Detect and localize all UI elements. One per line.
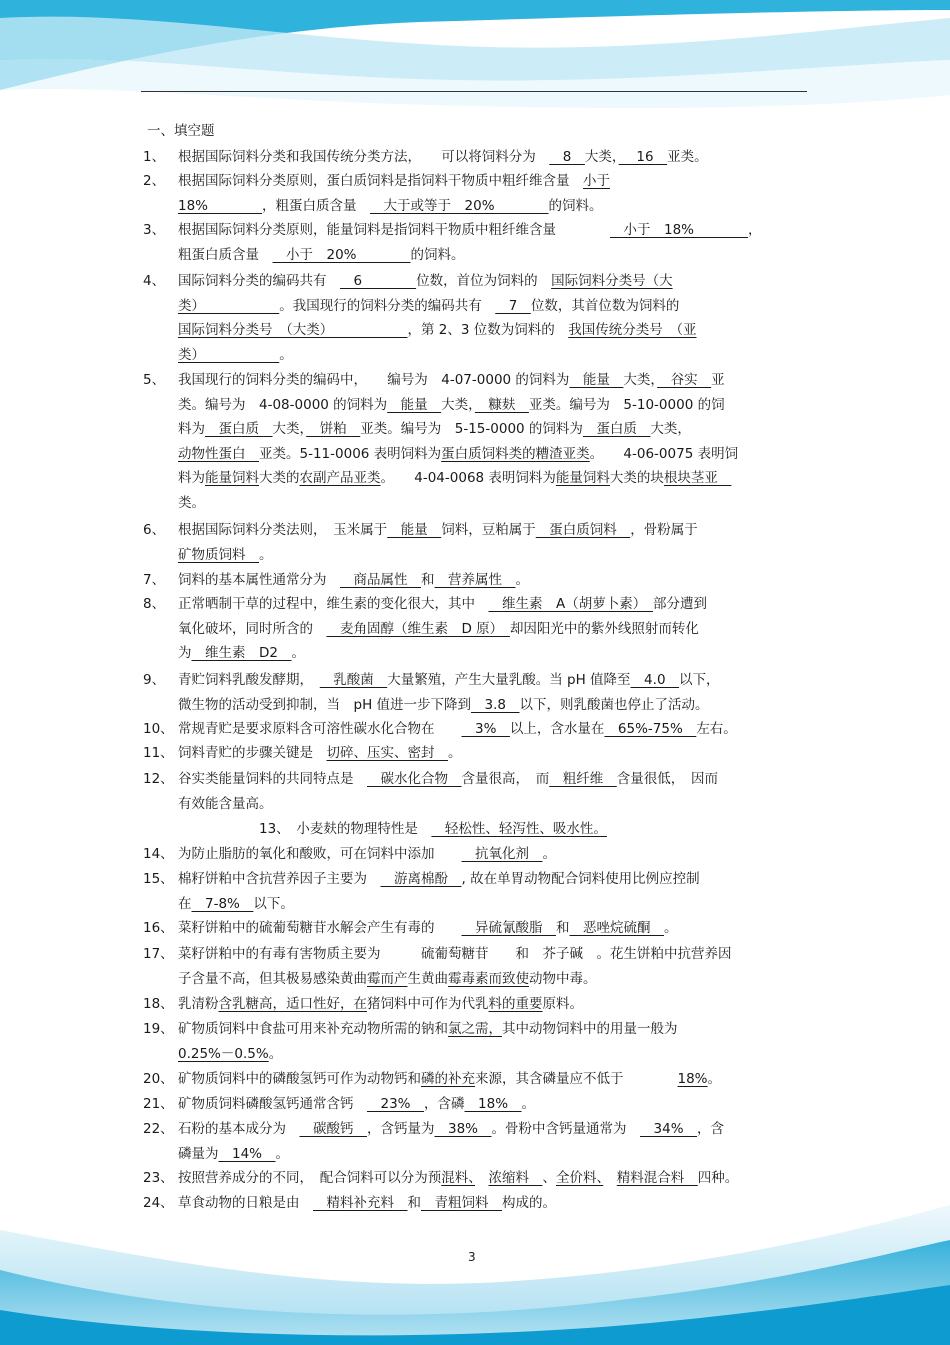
question-text: 国际饲料分类的编码共有	[178, 273, 340, 289]
question-text: 猪饲料中可作为代乳	[367, 996, 489, 1012]
question-text: 。	[275, 1145, 290, 1162]
question-text: 来源，其含磷量应不低于	[475, 1071, 678, 1087]
answer-blank: 料的重要	[488, 996, 543, 1012]
question-text: 大类，	[441, 396, 475, 413]
question-text: 为防止脂肪的氧化和酸败，可在饲料中添加	[178, 846, 462, 862]
answer-blank: 商品属性	[340, 572, 421, 588]
question-line	[178, 717, 808, 742]
question-text: 大类的块	[609, 470, 664, 487]
question-line	[178, 617, 808, 642]
question-line	[178, 1166, 808, 1191]
question-text: 、	[542, 1170, 556, 1186]
question-text: 根据国际饲料分类原则，能量饲料是指饲料干物质中粗纤维含量	[178, 222, 610, 238]
answer-blank: 能量	[387, 522, 442, 538]
question-text: 。	[521, 1096, 536, 1112]
question-number: 12、	[143, 771, 174, 787]
question-number: 23、	[143, 1170, 174, 1186]
answer-blank: 混料、	[441, 1170, 475, 1186]
question-line	[178, 442, 808, 467]
answer-blank: 霉而产	[367, 970, 408, 987]
question-text: 青贮饲料乳酸发酵期，	[178, 672, 320, 688]
question-line	[178, 1017, 808, 1042]
answer-blank: 游离棉酚	[380, 871, 462, 887]
answer-blank: 青粗饲料	[421, 1195, 502, 1211]
question-text: 根据国际饲料分类法则， 玉米属于	[178, 522, 388, 538]
question-text: 矿物质饲料中食盐可用来补充动物所需的钠和	[178, 1021, 448, 1037]
question-text: , 故在单胃动物配合饲料使用比例应控制	[461, 871, 700, 887]
question-text: 和	[407, 1195, 421, 1211]
question-text: 粗蛋白质含量	[178, 246, 273, 263]
answer-blank: 磷的补充	[421, 1071, 475, 1087]
answer-blank: 8	[549, 149, 585, 165]
question-text: ，骨粉属于	[630, 522, 698, 538]
question-text: 。	[259, 546, 273, 563]
question-line	[178, 842, 808, 867]
answer-blank: 能量	[569, 372, 624, 388]
question-text: 。 4-06-0075 表明饲	[589, 445, 739, 462]
question-line	[178, 491, 808, 516]
answer-blank: 维生素 A（胡萝卜素）	[488, 596, 653, 612]
answer-blank: 0.25%－0.5%	[178, 1045, 269, 1062]
question-text: 13、 小麦麸的物理特性是	[178, 821, 432, 837]
question-text: 饲料，豆粕属于	[441, 522, 536, 538]
question-text: 为	[178, 645, 192, 662]
question-text: 亚类。编号为 5-15-0000 的饲料为	[360, 421, 583, 438]
question-number: 21、	[143, 1096, 174, 1112]
answer-blank: 麦角固醇（维生素 D 原）	[326, 620, 510, 637]
answer-blank: 能量饲料	[205, 470, 259, 487]
question-text: 却因阳光中的紫外线照射而转化	[509, 620, 699, 637]
answer-blank: 精料补充料	[313, 1195, 408, 1211]
question-number: 8、	[143, 596, 166, 612]
question-text: 谷实类能量饲料的共同特点是	[178, 771, 367, 787]
answer-blank: 小于 20%	[272, 246, 411, 263]
question-line	[178, 368, 808, 393]
answer-blank: 碳水化合物	[367, 771, 462, 787]
question-line	[178, 343, 808, 368]
question-number: 17、	[143, 946, 174, 962]
question-line	[178, 967, 808, 992]
question-text: 的饲料。	[548, 197, 603, 214]
question-line	[178, 741, 808, 766]
question-text: 。	[542, 846, 556, 862]
answer-blank: 能量饲料	[555, 470, 610, 487]
answer-blank: 6	[340, 273, 417, 289]
question-text: 的饲料。	[410, 246, 465, 263]
answer-blank: 蛋白质饲料	[535, 522, 631, 538]
question-line	[178, 243, 808, 268]
question-text: 大类，	[623, 372, 658, 388]
question-text: 以下，则乳酸菌也停止了活动。	[519, 696, 709, 713]
question-text: 类。编号为 4-08-0000 的饲料为	[178, 396, 388, 413]
answer-blank: 4.0	[630, 672, 680, 688]
question-number: 2、	[143, 173, 166, 189]
question-text: ，第 2、3 位数为饲料的	[407, 322, 569, 339]
question-text: 含量很低， 因而	[616, 771, 718, 787]
answer-blank: 小于 18%	[610, 222, 749, 238]
answer-blank: 18%	[464, 1096, 522, 1112]
answer-blank: 7-8%	[191, 895, 254, 912]
question-text	[603, 1170, 617, 1186]
answer-blank: 16	[618, 149, 668, 165]
question-text: 根据国际饲料分类和我国传统分类方法， 可以将饲料分为	[178, 149, 550, 165]
question-line	[178, 817, 808, 842]
header-rule	[141, 91, 807, 92]
question-text: 四种。	[697, 1170, 739, 1186]
question-line	[178, 1092, 808, 1117]
question-text: 亚	[711, 372, 725, 388]
answer-blank: 能量	[387, 396, 442, 413]
answer-blank: 蛋白质	[205, 421, 273, 438]
answer-blank: 23%	[367, 1096, 425, 1112]
question-text: 石粉的基本成分为	[178, 1121, 300, 1137]
question-line	[178, 767, 808, 792]
question-line	[178, 942, 808, 967]
question-text: 。	[291, 645, 305, 662]
question-text: 和	[421, 572, 435, 588]
answer-blank: 切碎、压实、密封	[326, 745, 448, 761]
question-text: 含量很高， 而	[461, 771, 550, 787]
answer-blank: 小于	[583, 173, 610, 189]
question-text	[475, 1170, 489, 1186]
question-number: 20、	[143, 1071, 174, 1087]
question-text: 菜籽饼粕中的硫葡萄糖苷水解会产生有毒的	[178, 920, 462, 936]
question-text: ，	[748, 222, 762, 238]
answer-blank: 浓缩料	[488, 1170, 543, 1186]
question-number: 24、	[143, 1195, 174, 1211]
question-text: 。	[279, 346, 293, 363]
question-text: 。骨粉中含钙量通常为	[491, 1121, 641, 1137]
question-number: 4、	[143, 273, 166, 289]
question-line	[178, 218, 808, 243]
question-text: 微生物的活动受到抑制，当 pH 值进一步下降到	[178, 696, 472, 713]
answer-blank: 饼粕	[306, 421, 361, 438]
question-text: 子含量不高，但其极易感染黄曲	[178, 970, 367, 987]
question-number: 22、	[143, 1121, 174, 1137]
question-line	[178, 518, 808, 543]
question-number: 14、	[143, 846, 174, 862]
question-line	[178, 568, 808, 593]
question-text: 部分遭到	[653, 596, 707, 612]
question-line	[178, 169, 808, 194]
question-text: 氧化破坏，同时所含的	[178, 620, 327, 637]
question-number: 16、	[143, 920, 174, 936]
answer-blank: 根块茎亚	[663, 470, 732, 487]
answer-blank: 18%	[677, 1071, 708, 1087]
question-text: 。	[268, 1045, 283, 1062]
answer-blank: 全价料、	[556, 1170, 604, 1186]
question-text: 大类的	[259, 470, 300, 487]
answer-blank: 65%-75%	[604, 721, 697, 737]
question-text: 磷量为	[178, 1145, 219, 1162]
answer-blank: 14%	[218, 1145, 276, 1162]
answer-blank: 粗纤维	[549, 771, 617, 787]
question-text: 饲料青贮的步骤关键是	[178, 745, 327, 761]
answer-blank: 异硫氰酸脂	[461, 920, 556, 936]
question-text: 生黄曲	[407, 970, 448, 987]
question-text: ，含磷	[424, 1096, 465, 1112]
question-line	[178, 294, 808, 319]
question-text: 其中动物饲料中的用量一般为	[502, 1021, 678, 1037]
answer-blank: 类）	[178, 297, 280, 314]
answer-blank: 国际饲料分类号 （大类）	[178, 322, 408, 339]
question-text: 常规青贮是要求原料含可溶性碳水化合物在	[178, 721, 462, 737]
question-text: 棉籽饼粕中含抗营养因子主要为	[178, 871, 381, 887]
answer-blank: 抗氧化剂	[461, 846, 543, 862]
question-number: 18、	[143, 996, 174, 1012]
question-text: 和	[556, 920, 570, 936]
question-line	[178, 1067, 808, 1092]
answer-blank: 霉毒素而致使	[448, 970, 529, 987]
answer-blank: 轻松性、轻泻性、吸水性。	[431, 821, 607, 837]
answer-blank: 氯之需，	[448, 1021, 502, 1037]
question-line	[178, 1042, 808, 1067]
question-line	[178, 1142, 808, 1167]
question-text: 以上，含水量在	[509, 721, 605, 737]
question-text: 。	[448, 745, 462, 761]
question-number: 19、	[143, 1021, 174, 1037]
question-text: 左右。	[696, 721, 737, 737]
question-line	[178, 892, 808, 917]
question-text: ，含钙量为	[367, 1121, 435, 1137]
question-text: 按照营养成分的不同， 配合饲料可以分为预	[178, 1170, 442, 1186]
question-line	[178, 466, 808, 491]
question-line	[178, 1117, 808, 1142]
answer-blank: 维生素 D2	[191, 645, 292, 662]
question-number: 1、	[143, 149, 166, 165]
question-number: 11、	[143, 745, 174, 761]
question-text: 位数，首位为饲料的	[416, 273, 552, 289]
question-text: 亚类。编号为 5-10-0000 的饲	[528, 396, 725, 413]
question-number: 3、	[143, 222, 166, 238]
question-text: 草食动物的日粮是由	[178, 1195, 313, 1211]
question-text: 大类，	[272, 421, 307, 438]
section-heading: 一、填空题	[147, 123, 215, 139]
answer-blank: 矿物质饲料	[178, 546, 259, 563]
question-text: 有效能含量高。	[178, 795, 273, 812]
answer-blank: 我国传统分类号 （亚	[568, 322, 697, 339]
question-line	[178, 417, 808, 442]
question-number: 15、	[143, 871, 174, 887]
question-text: 饲料的基本属性通常分为	[178, 572, 340, 588]
question-line	[178, 916, 808, 941]
answer-blank: 动物性蛋白	[178, 445, 259, 462]
question-text: ，含	[697, 1121, 725, 1137]
question-text: 动物中毒。	[529, 970, 597, 987]
question-text: 。	[515, 572, 529, 588]
question-text: 位数，其首位数为饲料的	[530, 297, 680, 314]
answer-blank: 蛋白质饲料类的糟渣亚类	[441, 445, 590, 462]
question-line	[178, 792, 808, 817]
question-number: 9、	[143, 672, 166, 688]
question-line	[178, 992, 808, 1017]
question-text: 矿物质饲料中的磷酸氢钙可作为动物钙和	[178, 1071, 421, 1087]
answer-blank: 精料混合料	[616, 1170, 698, 1186]
question-text: 。	[707, 1071, 722, 1087]
answer-blank: 18%	[178, 197, 263, 214]
answer-blank: 乳酸菌	[319, 672, 388, 688]
page-number: 3	[468, 1250, 476, 1264]
question-number: 5、	[143, 372, 166, 388]
answer-blank: 34%	[640, 1121, 698, 1137]
question-text: 类。	[178, 495, 205, 511]
question-text: 。	[664, 920, 678, 936]
question-text: 我国现行的饲料分类的编码中， 编号为 4-07-0000 的饲料为	[178, 372, 570, 388]
question-line	[178, 867, 808, 892]
question-text: 原料。	[542, 996, 583, 1012]
question-number: 6、	[143, 522, 166, 538]
question-line	[178, 269, 808, 294]
question-text: 根据国际饲料分类原则，蛋白质饲料是指饲料干物质中粗纤维含量	[178, 173, 583, 189]
question-line	[178, 592, 808, 617]
question-text: 料为	[178, 421, 205, 438]
question-text: 乳清粉	[178, 996, 219, 1012]
question-number: 10、	[143, 721, 174, 737]
question-number: 7、	[143, 572, 166, 588]
question-text: 构成的。	[502, 1195, 556, 1211]
answer-blank: 营养属性	[434, 572, 516, 588]
answer-blank: 糠麸	[474, 396, 529, 413]
answer-blank: 38%	[434, 1121, 492, 1137]
answer-blank: 大于或等于 20%	[370, 197, 549, 214]
question-text: 大类，	[584, 149, 619, 165]
question-line	[178, 543, 808, 568]
answer-blank: 7	[495, 297, 531, 314]
question-line	[178, 194, 808, 219]
question-text: 菜籽饼粕中的有毒有害物质主要为 硫葡萄糖苷 和 芥子碱 。花生饼粕中抗营养因	[178, 946, 732, 962]
answer-blank: 含乳糖高，适口性好，在	[218, 996, 367, 1012]
question-text: 亚类。	[667, 149, 708, 165]
question-text: 正常晒制干草的过程中，维生素的变化很大，其中	[178, 596, 489, 612]
answer-blank: 类）	[178, 346, 280, 363]
answer-blank: 谷实	[657, 372, 712, 388]
question-text: 矿物质饲料磷酸氢钙通常含钙	[178, 1096, 367, 1112]
question-line	[178, 1191, 808, 1216]
question-line	[178, 318, 808, 343]
question-text: 料为	[178, 470, 205, 487]
question-text: 以下，	[679, 672, 720, 688]
answer-blank: 恶唑烷硫酮	[569, 920, 664, 936]
question-text: 。我国现行的饲料分类的编码共有	[279, 297, 496, 314]
question-line	[178, 693, 808, 718]
question-text: 以下。	[253, 895, 294, 912]
answer-blank: 农副产品亚类	[299, 470, 381, 487]
answer-blank: 3%	[461, 721, 510, 737]
answer-blank: 国际饲料分类号（大	[551, 273, 673, 289]
question-line	[178, 641, 808, 666]
question-line	[178, 393, 808, 418]
answer-blank: 碳酸钙	[299, 1121, 367, 1137]
question-text: 大类，	[650, 421, 691, 438]
answer-blank: 蛋白质	[582, 421, 651, 438]
question-line	[178, 145, 808, 170]
question-line	[178, 668, 808, 693]
question-text: ，粗蛋白质含量	[262, 197, 371, 214]
question-text: 大量繁殖，产生大量乳酸。当 pH 值降至	[387, 672, 631, 688]
question-text: 。 4-04-0068 表明饲料为	[380, 470, 556, 487]
question-text: 在	[178, 895, 192, 912]
answer-blank: 3.8	[471, 696, 520, 713]
question-text: 亚类。5-11-0006 表明饲料为	[259, 445, 442, 462]
